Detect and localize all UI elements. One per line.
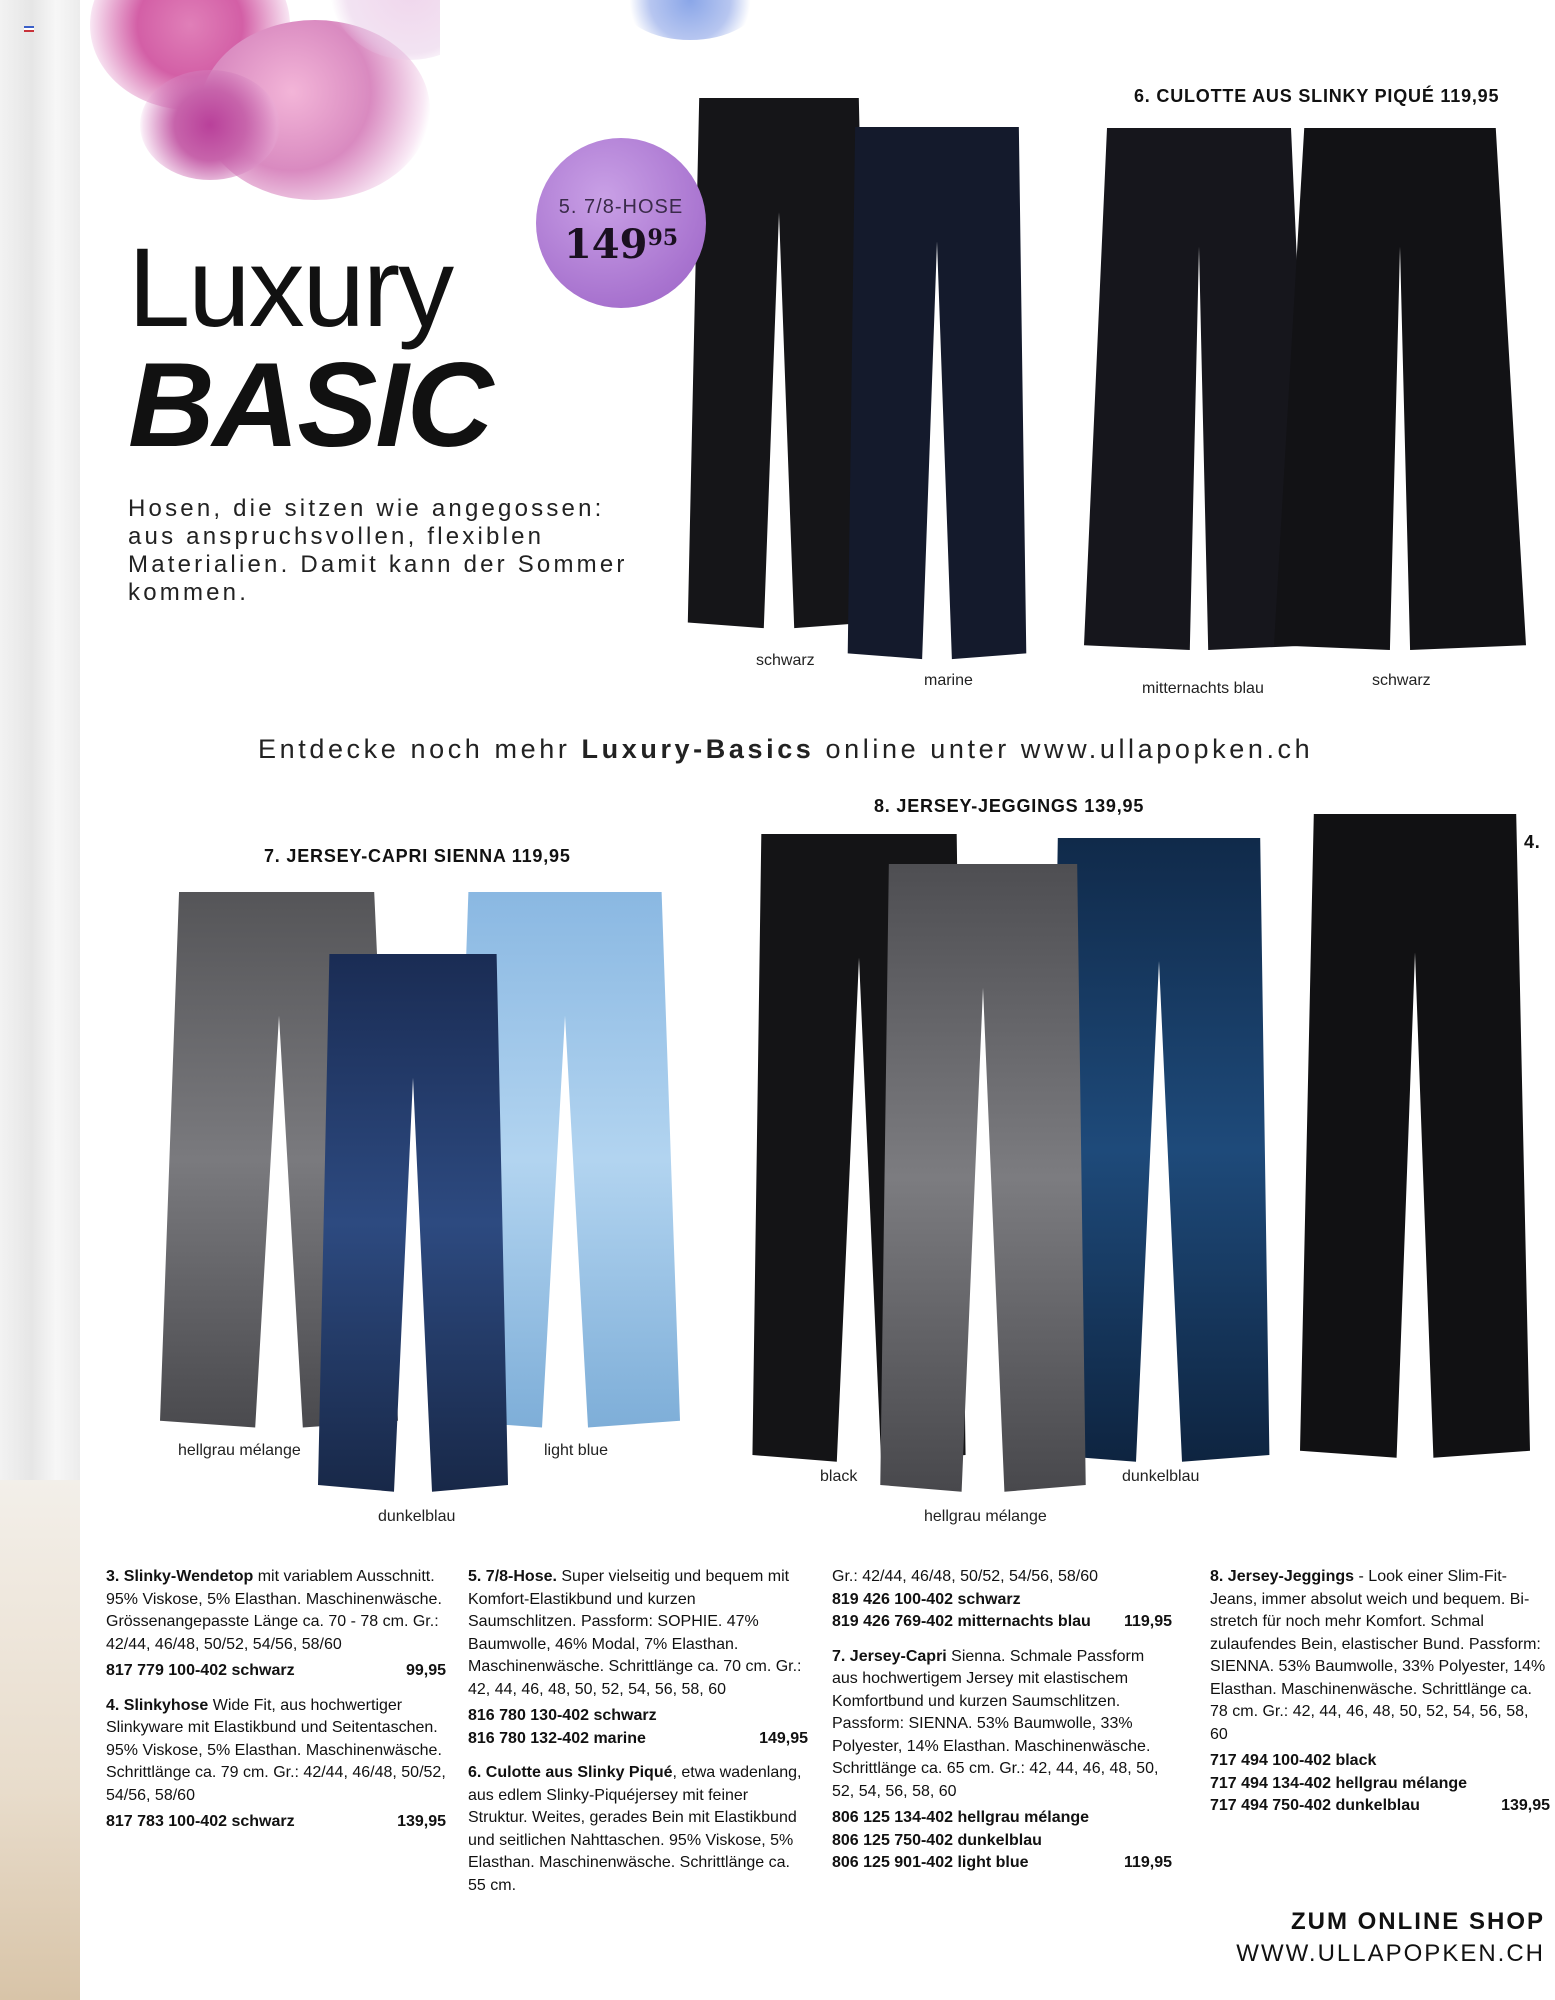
product-5-price: 149,95 [759,1729,808,1747]
headline-line2: BASIC [128,338,492,472]
text-column-4 [1210,1566,1550,1818]
online-shop-link[interactable] [1236,1908,1545,1968]
label-jegg-grau: hellgrau mélange [924,1508,1047,1525]
product-6-title: 6. Culotte aus Slinky Piqué [468,1764,673,1781]
product-7-description [832,1646,1172,1804]
label-hose-marine: marine [924,672,973,689]
label-capri-light: light blue [544,1442,609,1459]
heading-jeggings: 8. JERSEY-JEGGINGS 139,95 [874,796,1145,816]
product-5-article-line [468,1728,808,1751]
heading-capri: 7. JERSEY-CAPRI SIENNA 119,95 [264,846,571,866]
heading-culotte: 6. CULOTTE AUS SLINKY PIQUÉ 119,95 [1134,86,1500,106]
product-8-article-line [1210,1795,1550,1818]
label-culotte-blau: mitternachts blau [1142,680,1264,697]
label-hose-schwarz: schwarz [756,652,815,669]
product-4-text: Wide Fit, aus hochwertiger Slinkyware mit Elastikbund und Seitentaschen. 95% Viskose, 5% Elasthan. Maschinenwäsche. Schrittlänge ca. 79 cm. Gr.: 42/44, 46/48, 50/52, 54/56, 58/60 [106,1696,446,1804]
product-7-title: 7. Jersey-Capri [832,1647,947,1665]
product-8-text: - Look einer Slim-Fit-Jeans, immer absolut weich und bequem. Bi-stretch für noch mehr Komfort. Schmal zulaufendes Bein, elastischer Bund. Passform: SIENNA. 53% Baumwolle, 33% Polyester, 14% Elasthan. Maschinenwäsche. Schrittlänge ca. 78 cm. Gr.: 42, 44, 46, 48, 50, 52, 54, 56, 58, 60 [1210,1568,1546,1743]
product-6-description [468,1762,808,1897]
product-5-title: 5. 7/8-Hose. [468,1568,557,1585]
blue-petal-decoration [620,0,760,40]
product-5-article-1 [468,1705,808,1728]
curtain-background [0,0,80,2000]
badge-price-cents: 95 [647,225,679,251]
slinkyhose-image [1300,814,1530,1460]
product-6-article-line [832,1611,1172,1634]
product-3-text: mit variablem Ausschnitt. 95% Viskose, 5% Elasthan. Maschinenwäsche. Grössenangepasste Länge ca. 70 - 78 cm. Gr.: 42/44, 46/48, 50/52, 54/56, 58/60 [106,1568,442,1653]
flower-decoration [80,0,440,210]
badge-price [536,221,706,268]
product-7-article2: 806 125 750-402 dunkelblau [832,1831,1042,1849]
product-5-text: Super vielseitig und bequem mit Komfort-Elastikbund und kurzen Saumschlitzen. Passform: SOPHIE. 47% Baumwolle, 46% Modal, 7% Elasthan. Maschinenwäsche. Schrittlänge ca. 70 cm. Gr.: 42, 44, 46, 48, 50, 52, 54, 56, 58, 60 [468,1568,802,1698]
heading-item4: 4. [1524,832,1541,852]
product-7-article1: 806 125 134-402 hellgrau mélange [832,1809,1090,1826]
product-5-article1: 816 780 130-402 schwarz [468,1707,657,1724]
discover-line [258,734,1313,765]
product-7-text: Sienna. Schmale Passform aus hochwertigem Jersey mit elastischem Komfortbund und kurzen Saumschlitzen. Passform: SIENNA. 53% Baumwolle, 33% Polyester, 14% Elasthan. Maschinenwäsche. Schrittlänge ca. 65 cm. Gr.: 42, 44, 46, 48, 50, 52, 54, 56, 58, 60 [832,1647,1159,1800]
shop-line2: WWW.ULLAPOPKEN.CH [1236,1940,1545,1967]
product-4-article-line [106,1811,446,1834]
product-4-description [106,1695,446,1808]
product-8-article1: 717 494 100-402 black [1210,1752,1377,1769]
capri-dunkel-image [318,954,508,1494]
product-3-price: 99,95 [405,1662,446,1679]
product-6-text: , etwa wadenlang, aus edlem Slinky-Piquéjersey mit feiner Struktur. Weites, gerades Bein mit Elastikbund und seitlichen Nahttaschen. 95% Viskose, 5% Elasthan. Maschinenwäsche. Schrittlänge ca. 55 cm. [468,1764,802,1894]
product-8-price: 139,95 [1501,1797,1550,1814]
hose-marine-image [844,127,1030,661]
product-3-article-line [106,1660,446,1683]
flag-icon [24,26,34,32]
badge-price-main: 149 [563,221,648,268]
product-4-title: 4. Slinkyhose [106,1696,209,1714]
product-6-sizes: Gr.: 42/44, 46/48, 50/52, 54/56, 58/60 [832,1568,1098,1585]
discover-pre: Entdecke noch mehr [258,734,582,764]
product-5-description [468,1566,808,1701]
text-column-1 [106,1566,446,1834]
product-7-article3: 806 125 901-402 light blue [832,1854,1029,1871]
product-7-price: 119,95 [1123,1854,1172,1871]
product-4-article: 817 783 100-402 schwarz [106,1813,295,1830]
jegg-grau-image [876,864,1090,1494]
product-3-title: 3. Slinky-Wendetop [106,1568,254,1585]
price-badge [536,138,706,308]
text-column-2 [468,1566,808,1901]
label-jegg-dunkel: dunkelblau [1122,1468,1200,1485]
product-3-description [106,1566,446,1656]
product-8-description [1210,1566,1550,1746]
product-8-article-1 [1210,1750,1550,1773]
product-8-article3: 717 494 750-402 dunkelblau [1210,1797,1420,1814]
product-6-price: 119,95 [1123,1613,1172,1630]
culotte-schwarz-image [1274,128,1526,650]
text-column-3 [832,1566,1172,1875]
intro-text: Hosen, die sitzen wie angegossen: aus anspruchsvollen, flexiblen Materialien. Damit kann der Sommer kommen. [128,495,628,606]
product-7-article-1 [832,1807,1172,1830]
shop-line1: ZUM ONLINE SHOP [1290,1908,1545,1935]
discover-post: online unter www.ullapopken.ch [814,734,1314,764]
product-7-article-2 [832,1830,1172,1853]
product-8-title: 8. Jersey-Jeggings [1210,1568,1355,1585]
discover-bold: Luxury-Basics [581,734,815,764]
headline-line1: Luxury [128,225,453,350]
floor-background [0,1480,80,2000]
badge-label: 5. 7/8-HOSE [558,196,684,218]
product-8-article2: 717 494 134-402 hellgrau mélange [1210,1774,1468,1792]
product-8-article-2 [1210,1773,1550,1796]
label-capri-dunkel: dunkelblau [378,1508,456,1525]
product-6-article2: 819 426 769-402 mitternachts blau [832,1613,1091,1630]
product-7-article-line [832,1852,1172,1875]
product-5-article2: 816 780 132-402 marine [468,1729,646,1747]
product-6-article1: 819 426 100-402 schwarz [832,1590,1021,1608]
label-capri-grau: hellgrau mélange [178,1442,301,1459]
product-4-price: 139,95 [397,1813,446,1830]
product-3-article: 817 779 100-402 schwarz [106,1662,295,1679]
label-jegg-black: black [820,1468,858,1485]
label-culotte-schwarz: schwarz [1372,672,1431,689]
product-6-article-1 [832,1589,1172,1612]
